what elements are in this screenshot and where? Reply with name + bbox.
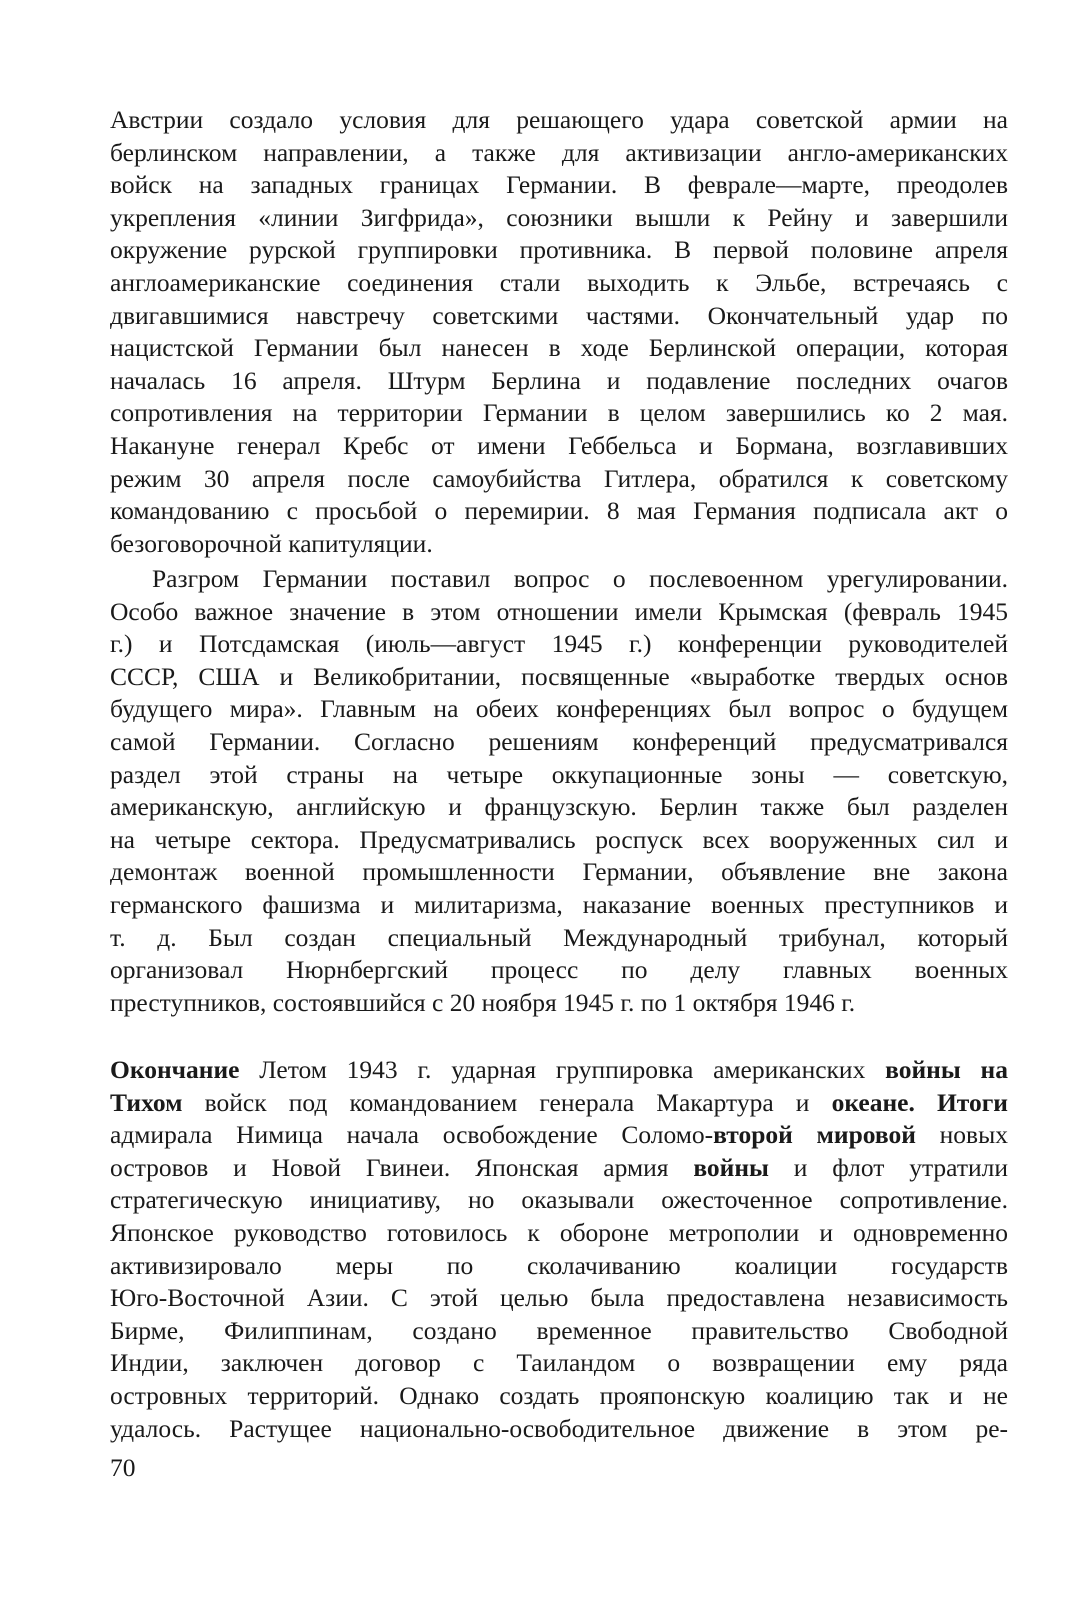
text-line: Особо важное значение в этом отношении имели Крымская (февраль 1945 bbox=[110, 596, 1008, 626]
text-line: безоговорочной капитуляции. bbox=[110, 528, 433, 558]
text-line: германского фашизма и милитаризма, наказание военных преступников и bbox=[110, 889, 1008, 919]
text-line: удалось. Растущее национально-освободительное движение в этом ре- bbox=[110, 1413, 1008, 1443]
text-line: самой Германии. Согласно решениям конференций предусматривался bbox=[110, 726, 1008, 756]
text-line: островных территорий. Однако создать прояпонскую коалицию так и не bbox=[110, 1380, 1008, 1410]
text-line: американскую, английскую и французскую. Берлин также был разделен bbox=[110, 792, 1008, 822]
text-line: войск на западных границах Германии. В феврале—марте, преодолев bbox=[110, 170, 1008, 200]
text-line: Индии, заключен договор с Таиландом о возвращении ему ряда bbox=[110, 1348, 1008, 1378]
text-line: командованию с просьбой о перемирии. 8 мая Германия подписала акт о bbox=[110, 496, 1008, 526]
text-line: англоамериканские соединения стали выходить к Эльбе, встречаясь с bbox=[110, 267, 1008, 297]
text-line: активизировало меры по сколачиванию коалиции государств bbox=[110, 1250, 1008, 1280]
paragraph-3 bbox=[110, 1054, 1008, 1445]
text-line: укрепления «линии Зигфрида», союзники вышли к Рейну и завершили bbox=[110, 202, 1008, 232]
text-line: Австрии создало условия для решающего удара советской армии на bbox=[110, 105, 1008, 134]
text-line: началась 16 апреля. Штурм Берлина и подавление последних очагов bbox=[110, 365, 1008, 395]
text-line: нацистской Германии был нанесен в ходе Берлинской операции, которая bbox=[110, 333, 1008, 363]
text-line-mixed bbox=[110, 1152, 1008, 1185]
margin-heading-text: Окончание bbox=[110, 1055, 240, 1084]
body-text: островов и Новой Гвинеи. Японская армия bbox=[110, 1152, 694, 1182]
text-line: г.) и Потсдамская (июль—август 1945 г.) конференции руководителей bbox=[110, 629, 1008, 659]
margin-heading-text: океане. Итоги bbox=[831, 1087, 1009, 1117]
text-line-mixed bbox=[110, 1119, 1008, 1152]
text-line: раздел этой страны на четыре оккупационные зоны — советскую, bbox=[110, 759, 1008, 789]
text-line: сопротивления на территории Германии в целом завершились ко 2 мая. bbox=[110, 398, 1008, 428]
text-line: Бирме, Филиппинам, создано временное правительство Свободной bbox=[110, 1315, 1008, 1345]
text-line: окружение рурской группировки противника. В первой половине апреля bbox=[110, 235, 1008, 265]
body-text: и флот утратили bbox=[768, 1152, 1008, 1182]
text-line: Разгром Германии поставил вопрос о послевоенном урегулировании. bbox=[152, 564, 1008, 593]
page-number: 70 bbox=[110, 1453, 136, 1482]
text-line: т. д. Был создан специальный Международный трибунал, который bbox=[110, 922, 1008, 952]
margin-heading-text: войны bbox=[693, 1152, 769, 1182]
text-line: СССР, США и Великобритании, посвященные «выработке твердых основ bbox=[110, 661, 1008, 691]
body-text: адмирала Нимица начала освобождение Соломо- bbox=[110, 1120, 714, 1150]
text-line: Японское руководство готовилось к обороне метрополии и одновременно bbox=[110, 1217, 1008, 1247]
paragraph-2 bbox=[110, 563, 1008, 1019]
text-line: двигавшимися навстречу советскими частями. Окончательный удар по bbox=[110, 300, 1008, 330]
text-line-mixed bbox=[110, 1054, 1008, 1087]
text-line-mixed bbox=[110, 1087, 1008, 1120]
text-line: на четыре сектора. Предусматривались роспуск всех вооруженных сил и bbox=[110, 824, 1008, 854]
text-line: организовал Нюрнбергский процесс по делу главных военных bbox=[110, 955, 1008, 985]
text-line: будущего мира». Главным на обеих конференциях был вопрос о будущем bbox=[110, 694, 1008, 724]
body-text: Летом 1943 г. ударная группировка американских bbox=[239, 1055, 886, 1084]
text-line: режим 30 апреля после самоубийства Гитлера, обратился к советскому bbox=[110, 463, 1008, 493]
text-line: демонтаж военной промышленности Германии, объявление вне закона bbox=[110, 857, 1008, 887]
margin-heading-text: войны на bbox=[885, 1055, 1008, 1084]
margin-heading-text: второй мировой bbox=[713, 1120, 916, 1150]
text-line: берлинском направлении, а также для активизации англо-американских bbox=[110, 137, 1008, 167]
text-line: Накануне генерал Кребс от имени Геббельса и Бормана, возглавивших bbox=[110, 430, 1008, 460]
margin-heading-text: Тихом bbox=[110, 1087, 183, 1117]
text-line: преступников, состоявшийся с 20 ноября 1945 г. по 1 октября 1946 г. bbox=[110, 987, 856, 1017]
body-text: войск под командованием генерала Макартура и bbox=[182, 1087, 832, 1117]
paragraph-1 bbox=[110, 104, 1008, 560]
body-text: новых bbox=[915, 1120, 1008, 1150]
text-line: стратегическую инициативу, но оказывали ожесточенное сопротивление. bbox=[110, 1185, 1008, 1215]
text-line: Юго-Восточной Азии. С этой целью была предоставлена независимость bbox=[110, 1283, 1008, 1313]
